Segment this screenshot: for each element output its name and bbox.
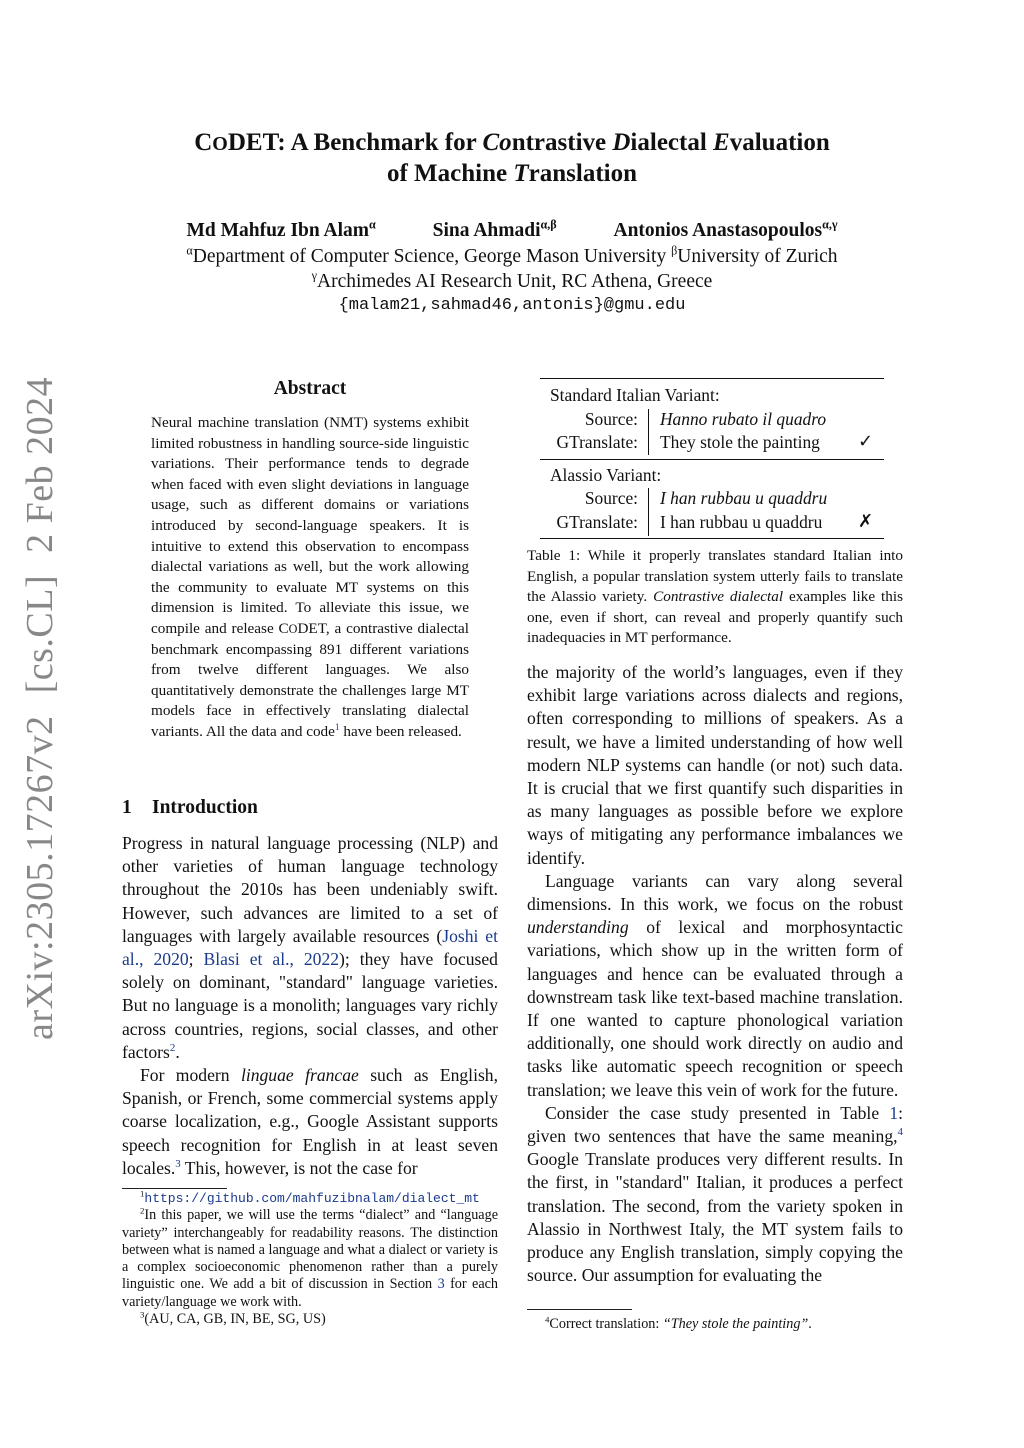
cross-mark-icon: ✗ bbox=[858, 511, 874, 532]
abstract-body: Neural machine translation (NMT) systems exhibit limited robustness in handling source-side linguistic variations. Their performance tends to degrade when faced with even slight deviations in language usage, such as different domains or variations introduced by second-language speakers. It is intuitive to extend this observation to encompass dialectal variations as well, but the work allowing the community to evaluate MT systems on this dimension is limited. To alleviate this issue, we compile and release CODET, a contrastive dialectal benchmark encompassing 891 different variations from twelve different languages. We also quantitatively demonstrate the challenges large MT models face in effectively translating dialectal variants. All the data and code$^1$ have been released. bbox=[151, 414, 469, 740]
right-paragraph-3: Consider the case study presented in Table 1: given two sentences that have the same meaning,$^4$ Google Translate produces very different results. In the first, in "standard" Italian, it produces a perfect translation. The second, from the variety spoken in Alassio in Northwest Italy, the MT system fails to produce any English translation, simply copying the source. Our assumption for evaluating the bbox=[527, 1102, 903, 1286]
author-list bbox=[120, 217, 904, 242]
citation-joshi-2020[interactable]: Joshi et al., 2020 bbox=[122, 925, 499, 970]
table-divider-2 bbox=[648, 488, 649, 536]
table-row-gtranslate-standard: GTranslate: They stole the painting ✓ bbox=[556, 431, 874, 452]
right-paragraph-1: the majority of the world’s languages, even if they exhibit large variations across dialects and regions, often corresponding to millions of speakers. As a result, we have a limited understanding of how well modern NLP systems can handle (or not) such data. It is crucial that we first quantify such disparities in as many languages as possible before we explore ways of mitigating any performance imbalances we identify. bbox=[527, 662, 903, 868]
title-line-2: of Machine Translation bbox=[386, 160, 637, 187]
arxiv-stamp bbox=[18, 376, 62, 1040]
table-divider-1 bbox=[648, 409, 649, 455]
footnote-1-url[interactable]: https://github.com/mahfuzibnalam/dialect_mt bbox=[144, 1191, 480, 1206]
table-row-gtranslate-alassio: GTranslate: I han rubbau u quaddru ✗ bbox=[556, 511, 874, 532]
check-mark-icon: ✓ bbox=[858, 431, 874, 452]
author-email: {malam21,sahmad46,antonis}@gmu.edu bbox=[338, 296, 686, 315]
intro-paragraph-2: For modern linguae francae such as English, Spanish, or French, some commercial systems apply coarse localization, e.g., Google Assistant supports speech recognition for English in at least seven locales.$^3$ This, however, is not the case for bbox=[122, 1065, 499, 1178]
author-3: Antonios Anastasopoulos$^{\alpha,\gamma}$ bbox=[613, 217, 838, 241]
author-2: Sina Ahmadi$^{\alpha,\beta}$ bbox=[432, 217, 557, 241]
left-column-text bbox=[122, 832, 498, 1180]
section-ref-3[interactable]: 3 bbox=[437, 1276, 445, 1293]
table-1-caption: Table 1: While it properly translates standard Italian into English, a popular translation system utterly fails to translate the Alassio variety. Contrastive dialectal examples like this one, even if short, can reveal and properly quantify such inadequacies in MT performance. bbox=[527, 547, 903, 647]
arxiv-category: [cs.CL] bbox=[19, 574, 61, 694]
intro-paragraph-1: Progress in natural language processing (NLP) and other varieties of human language technology throughout the 2010s has been undeniably swift. However, such advances are limited to a set of languages with largely available resources (Joshi et al., 2020; Blasi et al., 2022); they have focused solely on dominant, "standard" language varieties. But no language is a monolith; languages vary richly across countries, regions, social classes, and other factors$^2$. bbox=[122, 833, 499, 1062]
right-paragraph-2: Language variants can vary along several dimensions. In this work, we focus on the robust understanding of lexical and morphosyntactic variations, which show up in the written form of languages and hence can be evaluated through a downstream task like text-based machine translation. If one wanted to capture phonological variation additionally, one should work directly on audio and tasks like automatic speech recognition or speech translation; we leave this vein of work for the future. bbox=[527, 870, 903, 1100]
footnote-rule-right bbox=[527, 1309, 632, 1310]
arxiv-date: 2 Feb 2024 bbox=[19, 376, 61, 553]
table-ref-1[interactable]: 1 bbox=[889, 1102, 899, 1123]
footnote-ref-1[interactable]: 1 bbox=[334, 722, 340, 733]
arxiv-id: arXiv:2305.17267v2 bbox=[19, 715, 61, 1040]
footnotes-right bbox=[527, 1316, 903, 1333]
affiliation-line-1: $^\alpha$Department of Computer Science, George Mason University $^\beta$University of Zurich bbox=[186, 243, 838, 267]
footnotes-left bbox=[122, 1190, 498, 1328]
footnote-ref-2[interactable]: 2 bbox=[169, 1041, 176, 1054]
abstract-heading: Abstract bbox=[273, 378, 347, 399]
footnote-rule-left bbox=[122, 1188, 227, 1189]
section-heading-introduction: 1 Introduction bbox=[122, 797, 258, 818]
table-row-source-standard: Source: Hanno rubato il quadro bbox=[584, 409, 827, 429]
right-column-text bbox=[527, 661, 903, 1287]
author-1: Md Mahfuz Ibn Alam$^\alpha$ bbox=[186, 217, 376, 241]
footnote-ref-4[interactable]: 4 bbox=[897, 1126, 903, 1139]
table-top-rule bbox=[540, 378, 884, 379]
table-group-2-heading: Alassio Variant: bbox=[550, 465, 662, 485]
footnote-ref-3[interactable]: 3 bbox=[175, 1157, 181, 1170]
footnote-2: $^2$In this paper, we will use the terms “dialect” and “language variety” interchangeably for readability reasons. The distinction between what is named a language and what a dialect or variety is a complex socioeconomic phenomenon rather than a purely linguistic one. We add a bit of discussion in Section 3 for each variety/language we work with. bbox=[122, 1205, 499, 1310]
table-group-1-heading: Standard Italian Variant: bbox=[550, 385, 720, 405]
title-line-1: CODET: A Benchmark for Contrastive Dialectal Evaluation bbox=[194, 129, 830, 156]
table-mid-rule bbox=[540, 459, 884, 460]
table-bottom-rule bbox=[540, 538, 884, 539]
citation-blasi-2022[interactable]: Blasi et al., 2022 bbox=[203, 949, 340, 970]
footnote-4: $^4$Correct translation: “They stole the painting”. bbox=[545, 1314, 812, 1332]
footnote-1: $^1$https://github.com/mahfuzibnalam/dialect_mt bbox=[140, 1188, 480, 1206]
paper-title bbox=[120, 128, 904, 189]
affiliation-line-2: $^\gamma$Archimedes AI Research Unit, RC Athena, Greece bbox=[311, 268, 713, 292]
footnote-3: $^3$(AU, CA, GB, IN, BE, SG, US) bbox=[140, 1309, 326, 1328]
table-row-source-alassio: Source: I han rubbau u quaddru bbox=[584, 488, 828, 508]
